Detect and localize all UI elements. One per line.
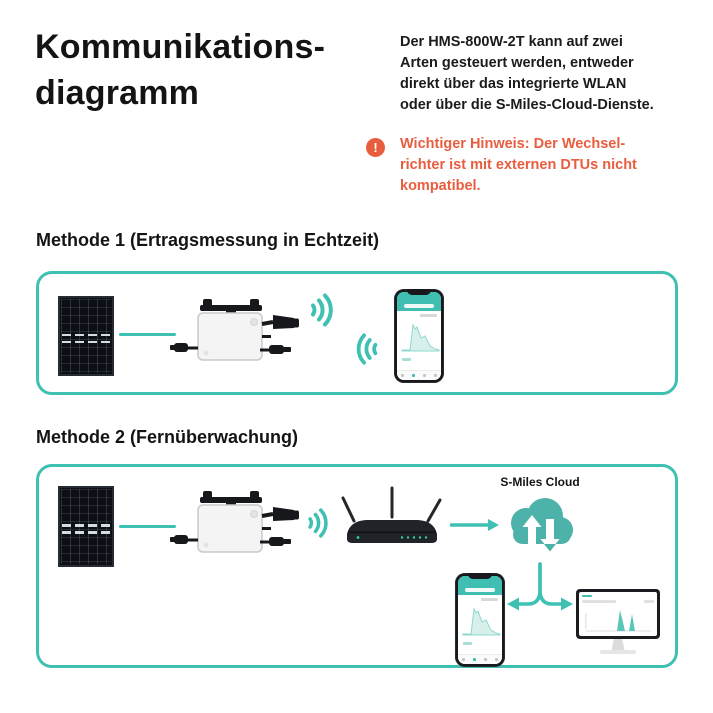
intro-line: oder über die S-Miles-Cloud-Dienste. [400,97,654,113]
intro-line: Der HMS-800W-2T kann auf zwei [400,34,623,50]
phone-nav-bar [397,370,441,380]
inverter-icon [170,489,300,557]
phone-nav-icon [434,374,437,377]
split-connector-arrows [495,562,585,618]
router-icon [340,485,444,547]
phone-app-header [458,576,502,595]
inverter-icon [170,297,300,365]
monitor-toolbar [644,600,654,603]
method1-heading: Methode 1 (Ertragsmessung in Echtzeit) [36,230,380,250]
phone-nav-icon [401,374,404,377]
page-title-line1: Kommunikations- [35,28,326,66]
phone-chart-legend [402,358,411,361]
phone-screen [397,292,441,380]
page-title [35,24,325,116]
monitor-app-logo [582,595,592,598]
solar-panel-busbar [62,531,110,534]
monitor-stand [612,639,625,650]
method2-heading: Methode 2 (Fernüberwachung) [36,427,299,447]
cloud-icon [502,492,578,562]
dc-cable-line [119,525,176,528]
phone-nav-icon [473,658,476,661]
phone-nav-icon [412,374,415,377]
intro-line: Arten gesteuert werden, entweder [400,55,634,71]
warning-line: kompatibel. [400,178,481,194]
phone-filter-row [481,598,498,601]
solar-panel-busbar [62,334,110,337]
intro-text [400,32,654,116]
phone-app-title [465,588,495,592]
solar-panel-icon [58,296,114,376]
intro-line: direkt über das integrierte WLAN [400,76,627,92]
phone-notch [407,289,431,295]
wifi-icon [303,505,335,541]
monitor-bezel [576,589,660,639]
phone-app-header [397,292,441,311]
phone-nav-icon [423,374,426,377]
smartphone-icon [394,289,444,383]
phone-notch [468,573,492,579]
warning-text [400,134,637,197]
monitor-base [600,650,636,654]
wifi-icon [349,330,383,368]
solar-panel-busbar [62,524,110,527]
warning-icon [366,138,385,157]
phone-nav-icon [484,658,487,661]
solar-panel-icon [58,486,114,567]
monitor-screen [579,592,657,636]
phone-app-title [404,304,434,308]
phone-chart-legend [463,642,472,645]
monitor-toolbar [582,600,616,603]
phone-yield-chart [459,602,502,640]
phone-filter-row [420,314,437,317]
warning-icon-glyph: ! [373,140,378,155]
phone-nav-icon [495,658,498,661]
phone-screen [458,576,502,664]
page-title-line2: diagramm [35,74,200,112]
dc-cable-line [119,333,176,336]
warning-line: richter ist mit externen DTUs nicht [400,157,637,173]
cloud-label: S-Miles Cloud [500,475,580,489]
arrow-right-icon [450,517,500,533]
phone-yield-chart [398,318,441,356]
warning-line: Wichtiger Hinweis: Der Wechsel- [400,136,626,152]
phone-nav-icon [462,658,465,661]
phone-nav-bar [458,654,502,664]
smartphone-icon [455,573,505,667]
solar-panel-busbar [62,341,110,344]
monitor-dashboard-chart [581,605,655,635]
wifi-icon [305,290,341,330]
monitor-icon [576,589,660,654]
